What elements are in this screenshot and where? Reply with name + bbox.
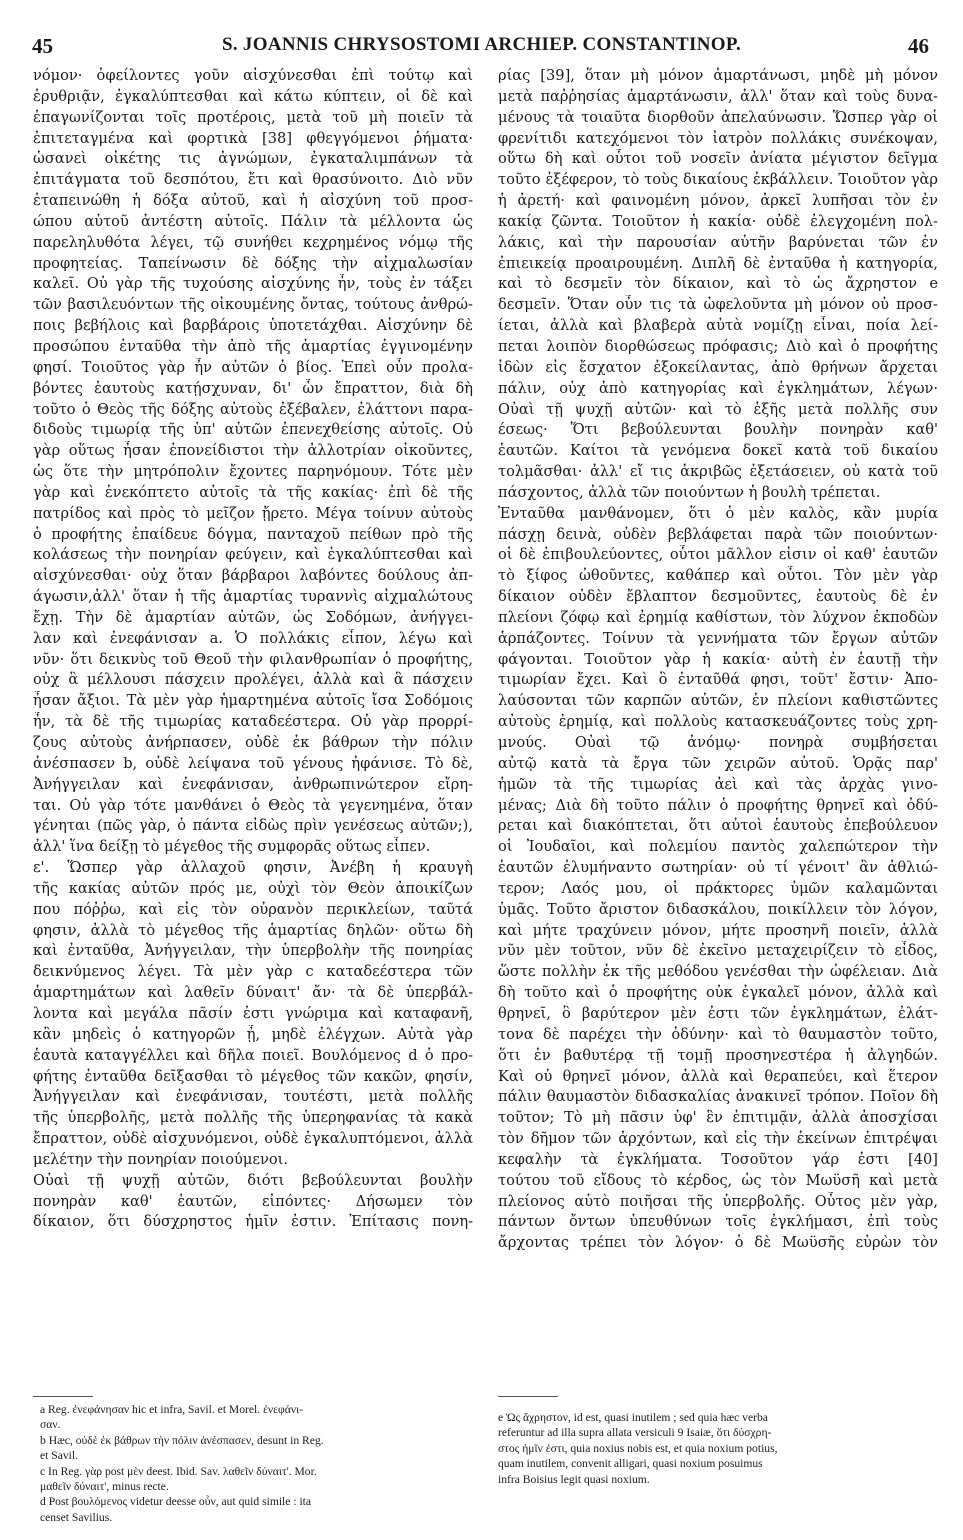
footnote-line: quam inutilem, convenit alligari, quasi noxium posuimus — [498, 1457, 763, 1471]
text-line: διδοὺς τιμωρίᾳ τῆς ὑπ' αὐτῶν ἐπενεχθείσης αὐτοῖς. Οὐ — [33, 421, 473, 439]
right-text-column — [498, 66, 938, 1378]
text-line: αὐτῷ κατὰ τὰ ἔργα τῶν χειρῶν αὐτοῦ. Ὁρᾷς παρ' — [498, 754, 938, 772]
text-line: καλεῖ. Οὐ γὰρ τῆς τυχούσης αἰσχύνης ἦν, τοὺς ἐν τάξει — [33, 275, 473, 293]
text-line: βόντες ἑαυτοὺς κατῄσχυναν, δι' ὧν ἔπραττον, διὰ δὴ — [33, 379, 473, 397]
text-line: πλείονος αὐτὸ ποιῆσαι τῆς ὑπερβολῆς. Οὗτος μὲν γὰρ, — [498, 1192, 938, 1210]
text-line: θρηνεῖ, ὃ βαρύτερον μὲν ἐστι τῶν ἐγκλημάτων, ἐλάτ- — [498, 1004, 938, 1022]
page-number-left: 45 — [32, 34, 53, 58]
text-line: τὸν δῆμον τῶν ἀρχόντων, καὶ εἰς τὴν ἐκείνων ἐπιτρέψαι — [498, 1130, 938, 1148]
footnote-line: στος ἡμῖν ἐστι, quia noxius nobis est, et quia noxium potius, — [498, 1441, 778, 1455]
text-line: μένας; Διὰ δὴ τοῦτο πάλιν ὁ προφήτης θρηνεῖ καὶ ὀδύ- — [498, 796, 938, 814]
text-line: ἑαυτῶν. Καίτοι τὰ γενόμενα δοκεῖ κατὰ τοῦ δικαίου — [498, 442, 938, 460]
text-line: ἐπιτεταγμένα καὶ φορτικὰ [38] φθεγγόμενοι ῥήματα· — [33, 129, 473, 147]
text-line: πεται λοιπὸν διορθώσεως πρόφασις; Διὸ καὶ ὁ προφήτης — [498, 337, 938, 355]
left-text-column — [33, 66, 473, 1378]
text-line: νῦν· ὅτι δεικνὺς τοῦ Θεοῦ τὴν φιλανθρωπίαν ὁ προφήτης, — [33, 650, 473, 668]
text-line: νῦν μὲν τοῦτον, νῦν δὲ ἐκεῖνο μεταχειρίζειν τὸ εἶδος, — [498, 942, 938, 960]
text-line: λοντα καὶ μεγάλα πᾶσίν ἐστι γνώριμα καὶ καταφανῆ, — [33, 1004, 473, 1022]
text-line: Οὐαὶ τῇ ψυχῇ αὐτῶν, διότι βεβούλευνται βουλὴν — [33, 1171, 473, 1189]
text-line: αὐτοὺς ἐρημίᾳ, καὶ πολλοὺς κατασκευάζοντες τοὺς χρη- — [498, 713, 938, 731]
text-line: οὐχ ἃ μέλλουσι πάσχειν προλέγει, ἀλλὰ καὶ ἃ πάσχειν — [33, 671, 473, 689]
text-line: ὅτι ἐν βαθυτέρᾳ τῇ τομῇ προσηνεστέρα ἡ ἀλγηδών. — [498, 1046, 938, 1064]
text-line: ἐπιεικείᾳ προαιρουμένη. Διπλῆ δὲ ἐνταῦθα ἡ κατηγορία, — [498, 254, 938, 272]
text-line: ἦν, τὰ δὲ τῆς τιμωρίας καταδεέστερα. Οὐ γὰρ προρρί- — [33, 713, 473, 731]
text-line: ἀλλ' ἵνα δείξῃ τὸ μέγεθος τῆς συμφορᾶς οὕτως εἶπεν. — [33, 838, 431, 856]
text-line: ἁρπάζοντες. Τοίνυν τὰ γεννήματα τῶν ἔργων αὐτῶν — [498, 629, 938, 647]
text-line: φησί. Τοιοῦτος γὰρ ἦν αὐτῶν ὁ βίος. Ἐπεὶ οὖν προλα- — [33, 358, 473, 376]
text-line: ὁ προφήτης ἐπαίδευε δόγμα, πανταχοῦ πείθων πρὸ τῆς — [33, 525, 473, 543]
text-line: νόμον· ὀφείλοντες γοῦν αἰσχύνεσθαι ἐπὶ τούτῳ καὶ — [33, 67, 473, 84]
text-line: ίεται, ἀλλὰ καὶ βλαβερὰ αὐτὰ νομίζῃ εἶναι, ποία λεί- — [498, 317, 938, 335]
text-line: ώπου αὐτοῦ ἀντέστη αὐτοῖς. Πάλιν τὰ μέλλοντα ὡς — [33, 212, 473, 230]
text-line: κἂν μηδεὶς ὁ κατηγορῶν ᾖ, μηδὲ ἐλέγχων. Αὐτὰ γὰρ — [33, 1025, 473, 1043]
running-title: S. JOANNIS CHRYSOSTOMI ARCHIEP. CONSTANTINOP. — [221, 34, 742, 55]
text-line: μνούς. Οὐαὶ τῷ ἀνόμῳ· πονηρὰ συμβήσεται — [498, 734, 938, 751]
text-line: φήτης ἐνταῦθα δεῖξασθαι τὸ μέγεθος τῶν κακῶν, φησίν, — [33, 1067, 473, 1085]
page-number-right: 46 — [908, 34, 929, 58]
text-line: ἔχῃ. Τὴν δὲ ἁμαρτίαν αὐτῶν, ὡς Σοδόμων, ἀνήγγει- — [33, 608, 473, 626]
text-line: ποις βεβήλοις καὶ βαρβάροις ὑποτετάχθαι. Αἰσχύνην δὲ — [33, 317, 473, 335]
text-line: πάσχῃ δεινὰ, οὐδὲν βεβλάφεται παρὰ τῶν ποιούντων· — [498, 525, 938, 543]
text-line: ἄρχοντας τρέπει τὸν λόγον· ὁ δὲ Μωϋσῆς εὑρὼν τὸν — [498, 1234, 938, 1252]
text-line: ἡμῶν τὰ τῆς τιμωρίας ἀεὶ καὶ τὰς ἀρχὰς γινο- — [498, 775, 938, 793]
text-line: ἑαυτὰ καταγγέλλει καὶ δῆλα ποιεῖ. Βουλόμενος d ὁ προ- — [33, 1046, 473, 1064]
text-line: κακίᾳ ζῶντα. Τοιοῦτον ἡ κακία· οὐδὲ ἐλεγχομένη πολ- — [498, 212, 938, 230]
text-line: Ἀνήγγειλαν καὶ ἐνεφάνισαν, τουτέστι, μετὰ πολλῆς — [33, 1088, 473, 1106]
text-line: φησιν, ἀλλὰ τὸ μέγεθος τῆς ἁμαρτίας δηλῶν· οὕτω δὴ — [33, 921, 473, 939]
text-line: ἔπραττον, οὐδὲ αἰσχυνόμενοι, οὐδὲ ἐγκαλυπτόμενοι, ἀλλὰ — [33, 1130, 473, 1148]
text-line: τῆς ὑπερβολῆς, μετὰ πολλῆς τῆς ὑπερηφανίας τὰ κακὰ — [33, 1109, 473, 1127]
footnote-line: referuntur ad illa supra allata versiculi 9 Isaiæ, ὅτι δύσχρη- — [498, 1426, 772, 1440]
page-header — [28, 34, 935, 64]
text-line: ἁμαρτημάτων καὶ λαθεῖν δύναιτ' ἄν· τὰ δὲ ὑπερβάλ- — [33, 984, 473, 1002]
text-line: ὡς ὅτε τὴν μητρόπολιν ἔχοντες παρηνόμουν. Τότε μὲν — [33, 463, 473, 481]
footnote-line: μαθεῖν δύναιτ', minus recte. — [40, 1480, 169, 1494]
footnote-line: et Savil. — [40, 1449, 78, 1463]
text-line: τοῦτο ὁ Θεὸς τῆς δόξης αὐτοὺς ἐξέβαλεν, ἐλάττονι παρα- — [33, 400, 473, 418]
text-line: πατρίδος καὶ πρὸς τὸ μεῖζον ᾔρετο. Μέγα τοίνυν αὐτοὺς — [33, 504, 473, 522]
text-line: τῆς κακίας αὐτῶν πρός με, οὐχὶ τὸν Θεὸν ἀποικίζων — [33, 879, 473, 897]
text-line: τοῦτον; Τὸ μὴ πᾶσιν ὑφ' ἓν ἐπιτιμᾷν, ἀλλὰ ἀποσχίσαι — [498, 1109, 938, 1127]
footnote-line: censet Savilius. — [40, 1510, 113, 1524]
text-line: λαν καὶ ἐνεφάνισαν a. Ὁ πολλάκις εἶπον, λέγω καὶ — [33, 629, 473, 647]
text-line: μετὰ παῤῥησίας ἁμαρτάνωσιν, ἀλλ' ὅταν καὶ τοὺς δυνα- — [498, 87, 938, 105]
text-line: κολάσεως τὴν πονηρίαν φεύγειν, καὶ ἐγκαλύπτεσθαι καὶ — [33, 546, 473, 564]
text-line: ἑαυτῶν ἐλυμήναντο σωτηρίαν· οὐ τί γένοιτ' ἂν ἀθλιώ- — [498, 859, 938, 877]
text-line: ρεται καὶ διακόπτεται, ὅτι αὐτοὶ ἑαυτοὺς ἐπεβούλευον — [498, 817, 938, 835]
footnotes-right — [498, 1410, 938, 1540]
text-line: μένους τὰ τοιαῦτα διορθοῦν ἀπελαύνωσιν. Ὥσπερ γὰρ οἱ — [498, 108, 938, 126]
text-line: ὥστε πολλὴν ἐκ τῆς μεθόδου γενέσθαι τὴν ὠφέλειαν. Διὰ — [498, 963, 938, 981]
text-line: προσώπου ἐνταῦθα τὴν ἀπὸ τῆς ἁμαρτίας ἐγγινομένην — [33, 337, 473, 355]
text-line: ἰδὼν εἰς ἔσχατον ἐξοκείλαντας, ἀπὸ θρήνων ἄρχεται — [498, 358, 938, 376]
text-line: πάλιν, οὐχ ἀπὸ κατηγορίας καὶ ἐγκλημάτων, λέγων· — [498, 379, 938, 397]
text-line: οἱ δὲ ἐπιβουλεύοντες, οὗτοι μᾶλλον εἰσιν οἱ καθ' ἑαυτῶν — [498, 546, 938, 564]
text-line: καὶ μήτε τραχύνειν μόνον, μήτε προσηνῆ ποιεῖν, ἀλλὰ — [498, 921, 938, 939]
text-line: ὑμᾶς. Τοῦτο ἄριστον διδασκάλου, ποικίλλειν τὸν λόγον, — [498, 900, 938, 918]
text-line: πλείονι ζόφῳ καὶ ἐρημίᾳ καθίστων, τὸν λύχνον ἐκποδὼν — [498, 608, 938, 626]
text-line: δίκαιον οὐδὲν ἔβλαπτον δεσμοῦντες, ἑαυτοὺς δὲ ἐν — [498, 588, 938, 606]
text-line: τιμωρίαν ἔχει. Καὶ ὃ ἐνταῦθά φησι, τοῦτ' ἔστιν· Ἀπο- — [498, 671, 938, 689]
footnote-line: c In Reg. γὰρ post μὲν deest. Ibid. Sav. λαθεῖν δύναιτ'. Mor. — [40, 1464, 317, 1478]
text-line: ἐταπεινώθη ἡ δόξα αὐτοῦ, καὶ ἡ αἰσχύνη τοῦ προσ- — [33, 192, 473, 210]
text-line: πάντων ὄντων ὑπευθύνων τοῖς ἐγκλήμασι, ἐπὶ τοὺς — [498, 1213, 938, 1231]
text-line: τῶν βασιλευόντων τῆς οἰκουμένης ὄντας, τούτους ἀνθρώ- — [33, 296, 473, 314]
text-line: γὰρ καὶ ἐνεκόπτετο αὐτοῖς τὰ τῆς κακίας· ἐπὶ δὲ τῆς — [33, 483, 473, 501]
text-line: τοῦτο ἐξέφερον, τὸ τοὺς δικαίους ἐκβάλλειν. Τοιοῦτον γὰρ — [498, 171, 938, 189]
footnote-line: infra Boisius legit quasi noxium. — [498, 1472, 650, 1486]
text-line: Ἐνταῦθα μανθάνομεν, ὅτι ὁ μὲν καλὸς, κἂν μυρία — [498, 504, 938, 522]
footnote-line: b Hæc, οὐδὲ ἐκ βάθρων τὴν πόλιν ἀνέσπασεν, desunt in Reg. — [40, 1433, 324, 1447]
text-line: ἀνέσπασεν b, οὐδὲ λείψανα τοῦ γένους ἠφάνισε. Τὸ δὲ, — [33, 754, 473, 772]
text-line: προφητείας. Ταπείνωσιν δὲ δόξης τὴν αἰχμαλωσίαν — [33, 254, 473, 272]
text-line: δεικνύμενος λέγει. Τὰ μὲν γὰρ c καταδεέστερα τῶν — [33, 963, 473, 981]
text-line: Καὶ οὐ θρηνεῖ μόνον, ἀλλὰ καὶ θεραπεύει, καὶ ἕτερον — [498, 1067, 938, 1085]
text-line: ἐπιτάγματα τοῦ δεσπότου, ἔτι καὶ θρασύνοιτο. Διὸ νῦν — [33, 171, 473, 189]
text-line: τονα δὲ παρέχει τὴν ὀδύνην· καὶ τὸ θαυμαστὸν τοῦτο, — [498, 1025, 938, 1043]
text-line: γὰρ οὕτως ἦσαν ἐπονείδιστοι τὴν ἀλλοτρίαν οἰκοῦντες, — [33, 442, 473, 460]
text-line: γένηται (πῶς γὰρ, ὁ πάντα εἰδὼς πρὶν γενέσεως αὐτῶν;), — [33, 817, 473, 835]
text-line: πάλιν θαυμαστὸν διδασκαλίας ἀνακινεῖ τρόπον. Ποῖον δὴ — [498, 1088, 938, 1106]
text-line: παρεληλυθότα λέγει, τῷ συνήθει κεχρημένος νόμῳ τῆς — [33, 233, 473, 251]
footnote-line: σαν. — [40, 1418, 61, 1432]
text-line: αἰσχύνεσθαι· οὐχ ὅταν βάρβαροι λαβόντες δούλους ἀπ- — [33, 567, 473, 585]
footnotes-left — [40, 1402, 480, 1532]
text-line: κεφαλὴν τὰ ἐγκλήματα. Τοσοῦτον γάρ ἐστι [40] — [498, 1150, 938, 1168]
text-line: ται. Οὐ γὰρ τότε μανθάνει ὁ Θεὸς τὰ γεγενημένα, ὅταν — [33, 796, 473, 814]
text-line: μελέτην τὴν πονηρίαν ποιούμενοι. — [33, 1150, 288, 1168]
text-line: ἐπαγωνίζονται τοῖς προτέροις, μετὰ τοῦ μὴ ποιεῖν τὰ — [33, 108, 473, 126]
text-line: τερον; Λαός μου, οἱ πράκτορες ὑμῶν καλαμῶνται — [498, 879, 938, 897]
text-line: τολμᾶσθαι· ἀλλ' εἴ τις ἀκριβῶς ἐξετάσειεν, οὐ κατὰ τοῦ — [498, 463, 938, 481]
text-line: καὶ ἐνταῦθα, Ἀνήγγειλαν, τὴν ὑπερβολὴν τῆς πονηρίας — [33, 942, 473, 960]
text-line: λαύσονται τῶν καρπῶν αὐτῶν, ἐν πλείονι καθιστῶντες — [498, 692, 938, 710]
text-line: ἡ ἀρετή· καὶ φαινομένη μόνον, ἀρκεῖ λυπῆσαι τὸν ἐν — [498, 192, 938, 210]
footnote-line: e Ὡς ἄχρηστον, id est, quasi inutilem ; sed quia hæc verba — [498, 1411, 768, 1424]
text-line: φάγονται. Τοιοῦτον γὰρ ἡ κακία· αὐτὴ ἐν ἑαυτῇ τὴν — [498, 650, 938, 668]
text-line: λάκις, καὶ τὴν παρουσίαν αὐτῆν βαρύνεται τῶν ἐν — [498, 233, 938, 251]
text-line: ἐρυθριᾷν, ἐγκαλύπτεσθαι καὶ κάτω κύπτειν, οἱ δὲ καὶ — [33, 87, 473, 105]
text-line: ρίας [39], ὅταν μὴ μόνον ἁμαρτάνωσι, μηδὲ μὴ μόνον — [498, 67, 938, 84]
text-line: πάσχοντος, ἀλλὰ τῶν ποιούντων ἡ βουλὴ τρέπεται. — [498, 483, 881, 501]
text-line: τούτου τοῦ εἴδους τὸ κέρδος, ὡς τὸν Μωϋσῆ καὶ μετὰ — [498, 1171, 938, 1189]
text-line: ὡσανεὶ οἰκέτης τις ἀγνώμων, ἐγκαταλιμπάνων τὰ — [33, 150, 473, 168]
text-line: που πόῤῥω, καὶ εἰς τὸν οὐρανὸν περικλείων, ταῦτά — [33, 900, 473, 918]
text-line: καὶ τὸ δεσμεῖν τὸν δίκαιον, καὶ τὸ ὡς ἄχρηστον e — [498, 275, 938, 293]
text-line: ζους αὐτοὺς ἀνήρπασεν, οὐδὲ ἐκ βάθρων τὴν πόλιν — [33, 734, 473, 751]
text-line: οἱ Ἰουδαῖοι, καὶ πολεμίου παντὸς χαλεπώτερον τὴν — [498, 838, 938, 856]
text-line: δὴ τοῦτο καὶ ὁ προφήτης οὐκ ἐγκαλεῖ μόνον, ἀλλὰ καὶ — [498, 984, 938, 1002]
footnote-rule-right — [498, 1396, 558, 1397]
footnote-rule-left — [33, 1396, 93, 1397]
text-line: πονηρὰν καθ' ἑαυτῶν, εἰπόντες· Δήσωμεν τὸν — [33, 1192, 473, 1210]
text-line: έσεως· Ὅτι βεβούλευνται βουλὴν πονηρὰν καθ' — [498, 421, 938, 439]
text-line: τὸ ξίφος ὠθοῦντες, καθάπερ καὶ οὗτοι. Τὸν μὲν γὰρ — [498, 567, 938, 585]
text-line: δεσμεῖν. Ὅταν οὖν τις τὰ ὠφελοῦντα μὴ μόνον οὐ προσ- — [498, 296, 938, 314]
text-line: φρενίτιδι κατεχόμενοι τὸν ἰατρὸν πολλάκις συνέκοψαν, — [498, 129, 938, 147]
footnote-line: d Post βουλόμενος videtur deesse οὖν, aut quid simile : ita — [40, 1495, 312, 1509]
text-line: ε'. Ὥσπερ γὰρ ἀλλαχοῦ φησιν, Ἀνέβη ἡ κραυγὴ — [33, 859, 473, 877]
footnote-line: a Reg. ἐνεφάνησαν hic et infra, Savil. et Morel. ἐνεφάνι- — [40, 1403, 304, 1416]
text-line: Ἀνήγγειλαν καὶ ἐνεφάνισαν, ἀνθρωπινώτερον εἴρη- — [33, 775, 473, 793]
text-line: δίκαιον, ὅτι δύσχρηστος ἡμῖν ἐστιν. Ἐπίτασις πονη- — [33, 1213, 473, 1231]
text-line: άγωσιν,ἀλλ' ὅταν ἡ τῆς ἁμαρτίας τυραννὶς αἰχμαλώτους — [33, 588, 473, 606]
text-line: Οὐαὶ τῇ ψυχῇ αὐτῶν· καὶ τὸ ἑξῆς μετὰ πολλῆς συν — [498, 400, 938, 418]
text-line: ἦσαν ἄξιοι. Τὰ μὲν γὰρ ἡμαρτημένα αὐτοῖς ἴσα Σοδόμοις — [33, 692, 473, 710]
text-line: οὕτω δὴ καὶ οὗτοι τοῦ νοσεῖν ἀνίατα μέγιστον δεῖγμα — [498, 150, 938, 168]
